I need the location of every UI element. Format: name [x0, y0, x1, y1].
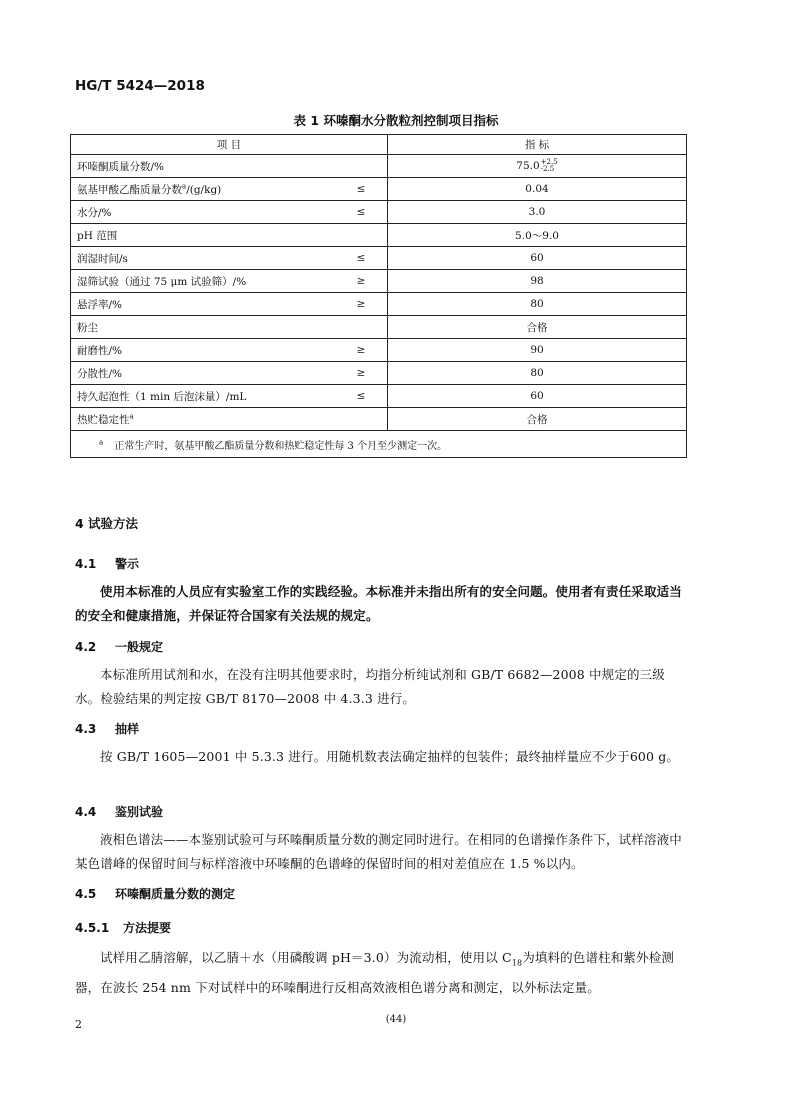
tolerance: +2.5 -2.5 — [540, 158, 558, 173]
row-operator: ≥ — [335, 270, 388, 293]
row-item: 粉尘 — [71, 316, 336, 339]
section-4-5-heading — [75, 885, 235, 902]
section-number: 4.3 — [75, 722, 97, 736]
row-item: 润湿时间/s — [71, 247, 336, 270]
header-item: 项 目 — [71, 135, 388, 155]
section-title: 一般规定 — [115, 640, 164, 654]
section-number: 4.1 — [75, 557, 97, 571]
row-item: 水分/% — [71, 201, 336, 224]
subscript: 18 — [511, 958, 523, 968]
section-title: 鉴别试验 — [115, 805, 164, 819]
note-mark: a — [99, 438, 104, 447]
section-number: 4.2 — [75, 640, 97, 654]
table-title: 表 1 环嗪酮水分散粒剂控制项目指标 — [293, 113, 499, 128]
table-row — [71, 339, 687, 362]
table-row — [71, 155, 687, 178]
row-operator — [335, 316, 388, 339]
footnote-mark: a — [129, 412, 134, 420]
row-operator: ≤ — [335, 201, 388, 224]
section-number: 4.4 — [75, 805, 97, 819]
section-4-heading: 4 试验方法 — [75, 516, 139, 531]
section-title: 警示 — [115, 557, 140, 571]
table-row — [71, 224, 687, 247]
section-number: 4.5 — [75, 887, 97, 901]
row-value: 98 — [388, 270, 687, 293]
row-value: 75.0 +2.5 -2.5 — [388, 155, 687, 178]
row-item: 湿筛试验（通过 75 μm 试验筛）/% — [71, 270, 336, 293]
section-4-4-heading — [75, 803, 163, 820]
section-4-2-heading — [75, 638, 163, 655]
table-header-row — [71, 135, 687, 155]
footnote-mark: a — [182, 182, 187, 190]
row-operator: ≥ — [335, 293, 388, 316]
section-number: 4.5.1 — [75, 921, 110, 935]
section-title: 环嗪酮质量分数的测定 — [115, 887, 236, 901]
section-4-2-text: 本标准所用试剂和水，在没有注明其他要求时，均指分析纯试剂和 GB/T 6682—2008 中规定的三级水。检验结果的判定按 GB/T 8170—2008 中 4.3.3 进行。 — [75, 667, 665, 706]
row-operator: ≤ — [335, 385, 388, 408]
table-row — [71, 316, 687, 339]
row-operator — [335, 224, 388, 247]
table-note — [71, 431, 687, 458]
footer-mark: (44) — [385, 1014, 407, 1025]
header-value: 指 标 — [388, 135, 687, 155]
table-row — [71, 201, 687, 224]
row-value: 60 — [388, 247, 687, 270]
row-value: 3.0 — [388, 201, 687, 224]
row-value: 90 — [388, 339, 687, 362]
row-operator: ≤ — [335, 247, 388, 270]
table-row — [71, 408, 687, 431]
row-item: 持久起泡性（1 min 后泡沫量）/mL — [71, 385, 336, 408]
standard-code: HG/T 5424—2018 — [75, 78, 205, 94]
section-title: 方法提要 — [123, 921, 172, 935]
note-text: 正常生产时，氨基甲酸乙酯质量分数和热贮稳定性每 3 个月至少测定一次。 — [114, 440, 448, 452]
table-row — [71, 293, 687, 316]
page-number: 2 — [75, 1018, 82, 1031]
table-note-row — [71, 431, 687, 458]
row-value: 80 — [388, 293, 687, 316]
row-value: 0.04 — [388, 178, 687, 201]
row-item: 分散性/% — [71, 362, 336, 385]
section-4-4-text: 液相色谱法——本鉴别试验可与环嗪酮质量分数的测定同时进行。在相同的色谱操作条件下，试样溶液中某色谱峰的保留时间与标样溶液中环嗪酮的色谱峰的保留时间的相对差值应在 1.5 %以内。 — [75, 832, 682, 871]
row-value: 合格 — [388, 408, 687, 431]
text-part: 试样用乙腈溶解，以乙腈＋水（用磷酸调 pH＝3.0）为流动相，使用以 C — [100, 950, 512, 965]
table-row — [71, 385, 687, 408]
section-4-5-1-text — [75, 946, 687, 1000]
row-operator: ≥ — [335, 339, 388, 362]
row-operator: ≥ — [335, 362, 388, 385]
row-value: 60 — [388, 385, 687, 408]
row-value: 合格 — [388, 316, 687, 339]
row-value: 80 — [388, 362, 687, 385]
row-value: 5.0～9.0 — [388, 224, 687, 247]
row-operator — [335, 408, 388, 431]
section-title: 抽样 — [115, 722, 140, 736]
row-item: 热贮稳定性$^a$ — [71, 408, 336, 431]
section-4-1-heading — [75, 555, 139, 572]
table-row — [71, 178, 687, 201]
row-operator — [335, 155, 388, 178]
section-4-5-1-heading — [75, 919, 171, 936]
row-item: 氨基甲酸乙酯质量分数$^a$/(g/kg) — [71, 178, 336, 201]
row-item: pH 范围 — [71, 224, 336, 247]
table-row — [71, 362, 687, 385]
section-4-3-text: 按 GB/T 1605—2001 中 5.3.3 进行。用随机数表法确定抽样的包装件；最终抽样量应不少于600 g。 — [100, 749, 680, 764]
row-item: 悬浮率/% — [71, 293, 336, 316]
row-item: 环嗪酮质量分数/% — [71, 155, 336, 178]
text-part: 为填料的色谱柱和紫外检测器，在波长 254 nm 下对试样中的环嗪酮进行反相高效液相色谱分离和测定，以外标法定量。 — [75, 950, 674, 995]
row-operator: ≤ — [335, 178, 388, 201]
section-4-1-text: 使用本标准的人员应有实验室工作的实践经验。本标准并未指出所有的安全问题。使用者有责任采取适当的安全和健康措施，并保证符合国家有关法规的规定。 — [75, 584, 682, 623]
row-item: 耐磨性/% — [71, 339, 336, 362]
section-4-3-heading — [75, 720, 139, 737]
spec-table — [70, 134, 687, 458]
table-row — [71, 270, 687, 293]
table-row — [71, 247, 687, 270]
